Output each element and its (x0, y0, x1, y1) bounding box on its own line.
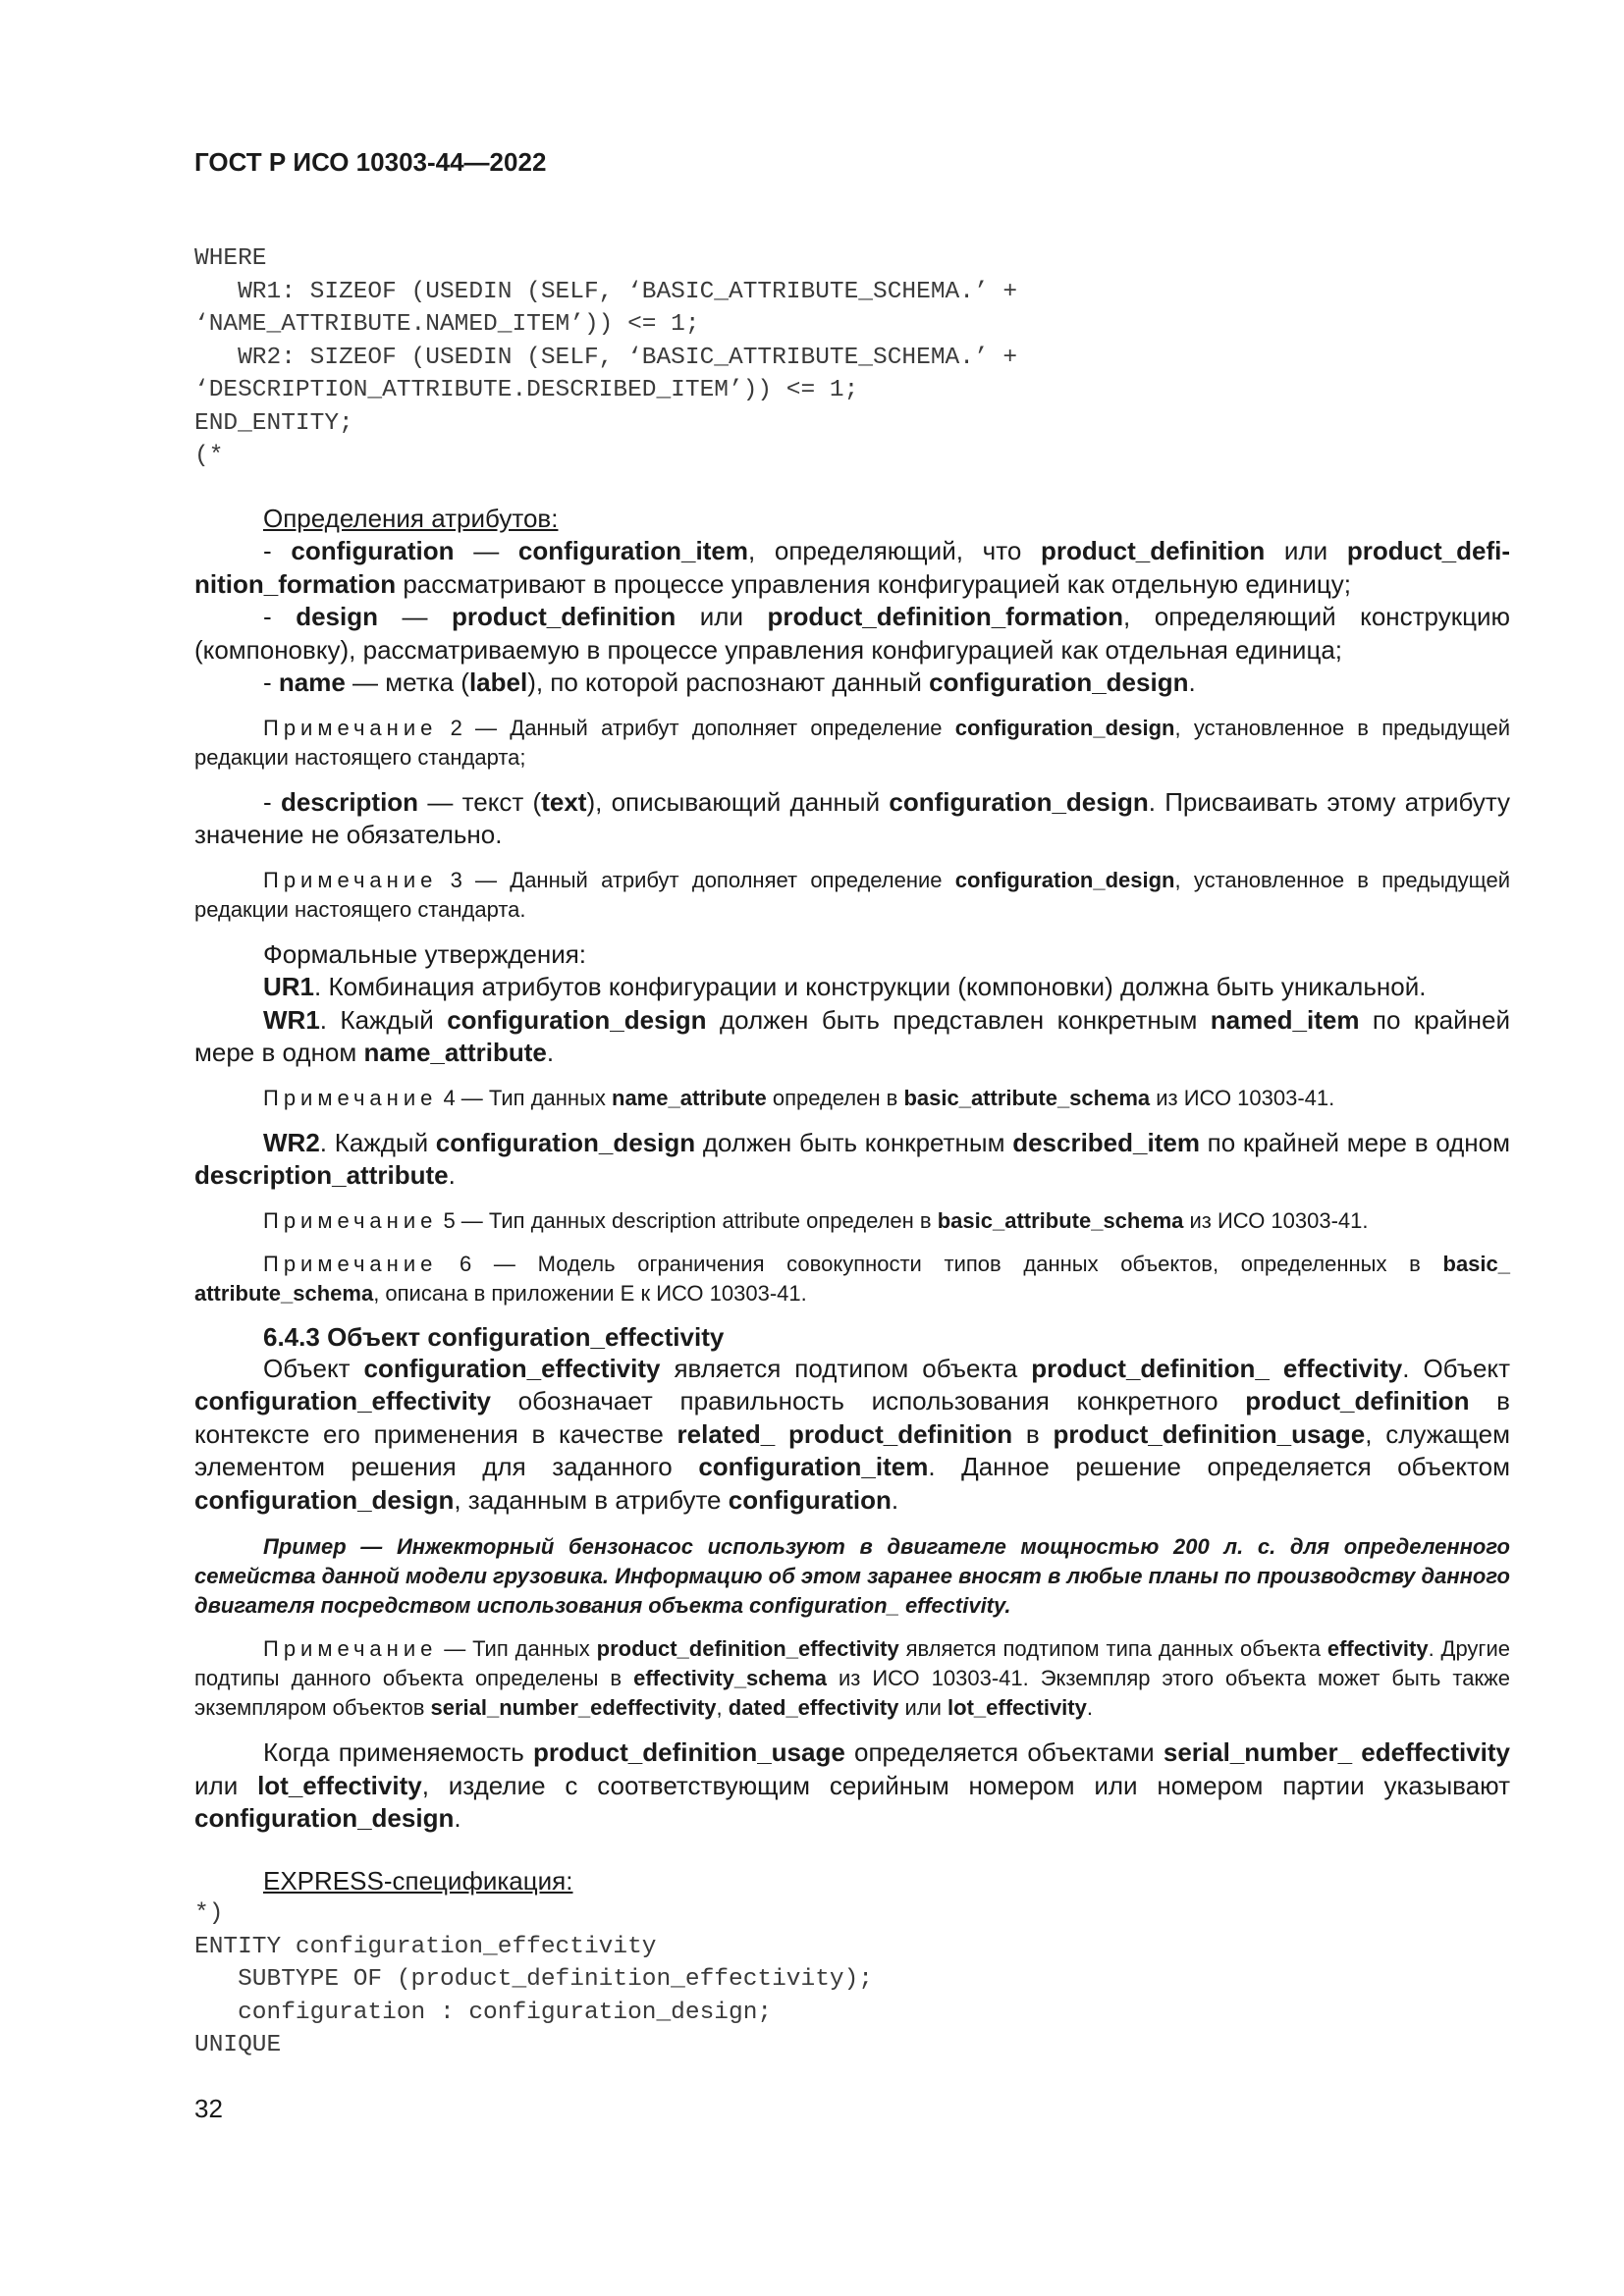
page-number: 32 (194, 2094, 223, 2123)
document-page (194, 147, 1510, 2062)
code-line: UNIQUE (194, 2032, 282, 2058)
note-7: Примечание — Тип данных product_definition_effectivity является подтипом типа данных объекта effectivity. Другие подтипы данного объекта определены в effectivity_schema из ИСО 10303-41. Экземпляр этого объекта может быть также экземпляром объектов serial_number_edeffectivity, dated_effectivity или lot_effectivity. (194, 1636, 1511, 1720)
attr-name: - name — метка (label), по которой распознают данный configuration_design. (263, 667, 1196, 697)
code-line: WR1: SIZEOF (USEDIN (SELF, ‘BASIC_ATTRIBUTE_SCHEMA.’ + (194, 278, 1018, 305)
attr-design: - design — product_definition или product_definition_formation, определяющий конструкцию (компоновку), рассматриваемую в процессе управления конфигурацией как отдельная единица; (194, 602, 1511, 665)
code-line: configuration : configuration_design; (194, 1999, 773, 2026)
code-line: ‘DESCRIPTION_ATTRIBUTE.DESCRIBED_ITEM’)) <= 1; (194, 377, 859, 403)
note-2: Примечание 2 — Данный атрибут дополняет определение configuration_design, установленное в предыдущей редакции настоящего стандарта; (194, 715, 1510, 770)
code-line: ‘NAME_ATTRIBUTE.NAMED_ITEM’)) <= 1; (194, 311, 700, 338)
note-4: Примечание 4 — Тип данных name_attribute определен в basic_attribute_schema из ИСО 10303-41. (263, 1085, 1335, 1110)
document-header: ГОСТ Р ИСО 10303-44—2022 (194, 147, 547, 177)
rule-wr1: WR1. Каждый configuration_design должен быть представлен конкретным named_item по крайней мере в одном name_attribute. (194, 1004, 1510, 1067)
attr-configuration: - configuration — configuration_item, определяющий, что product_definition или product_definition_formation рассматривают в процессе управления конфигурацией как отдельную единицу; (194, 536, 1510, 599)
rule-wr2: WR2. Каждый configuration_design должен быть конкретным described_item по крайней мере в одном description_attribute. (194, 1127, 1510, 1190)
formal-statements-heading: Формальные утверждения: (263, 938, 587, 969)
express-code-bottom (194, 1897, 1510, 2062)
code-line: WR2: SIZEOF (USEDIN (SELF, ‘BASIC_ATTRIBUTE_SCHEMA.’ + (194, 344, 1018, 371)
rule-ur1: UR1. Комбинация атрибутов конфигурации и конструкции (компоновки) должна быть уникальной. (263, 972, 1427, 1001)
code-line: END_ENTITY; (194, 409, 353, 437)
note-3: Примечание 3 — Данный атрибут дополняет определение configuration_design, установленное в предыдущей редакции настоящего стандарта. (194, 867, 1510, 922)
final-paragraph: Когда применяемость product_definition_usage определяется объектами serial_number_ edeffectivity или lot_effectivity, изделие с соответствующим серийным номером или номером партии указывают configuration_design. (194, 1737, 1510, 1833)
section-paragraph: Объект configuration_effectivity является подтипом объекта product_definition_ effectivity. Объект configuration_effectivity обозначает правильность использования конкретного product_definition в контексте его применения в качестве related_ product_definition в product_definition_usage, служащем элементом решения для заданного configuration_item. Данное решение определяется объектом configuration_design, заданным в атрибуте configuration. (194, 1353, 1511, 1515)
code-line: SUBTYPE OF (product_definition_effectivity); (194, 1966, 874, 1993)
express-code-top (194, 242, 1510, 473)
express-spec-heading: EXPRESS-спецификация: (263, 1865, 573, 1896)
code-line: (* (194, 443, 224, 469)
code-line: *) (194, 1900, 224, 1927)
example-paragraph: Пример — Инжекторный бензонасос используют в двигателе мощностью 200 л. с. для определенного семейства данной модели грузовика. Информацию об этом заранее вносят в любые планы по производству данного двигателя посредством использования объекта configuration_ effectivity. (194, 1534, 1510, 1618)
note-5: Примечание 5 — Тип данных description attribute определен в basic_attribute_schema из ИСО 10303-41. (263, 1207, 1369, 1233)
attribute-definitions-heading: Определения атрибутов: (263, 503, 559, 533)
attr-description: - description — текст (text), описывающий данный configuration_design. Присваивать этому атрибуту значение не обязательно. (194, 786, 1511, 849)
code-line: WHERE (194, 245, 267, 272)
section-heading: 6.4.3 Объект configuration_effectivity (263, 1321, 725, 1352)
code-line: ENTITY configuration_effectivity (194, 1933, 657, 1960)
note-6: Примечание 6 — Модель ограничения совокупности типов данных объектов, определенных в basic_ attribute_schema, описана в приложении E к ИСО 10303-41. (194, 1251, 1510, 1306)
